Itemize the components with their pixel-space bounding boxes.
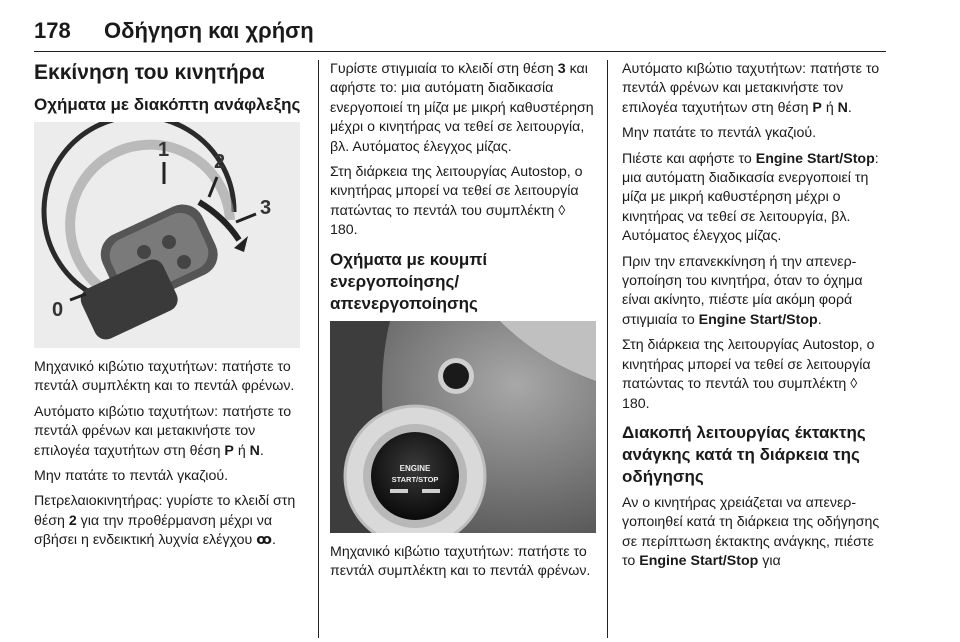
text: για [758, 553, 781, 570]
subsection-heading: Οχήματα με διακόπτη ανάφλεξης [34, 95, 301, 114]
column-divider [318, 60, 319, 638]
text: και αφήστε το: μια αυτόματη διαδικασία ενεργοποιεί τη μίζα με μικρή καθυστέρηση μέχρι ο κινητήρας να τεθεί σε λειτουργία, βλ. Αυτόματος έλεγχος μίζας. [330, 61, 594, 155]
key-position: 3 [557, 61, 566, 77]
page-header [34, 14, 886, 52]
text: Πριν την επανεκκίνηση ή την απενεργοποίηση του κινητήρα, όταν το όχημα είναι ακίνητο, πιέστε μία ακόμη φορά στιγμιαία το [622, 253, 863, 328]
subsection-heading: Οχήματα με κουμπί ενεργοποίησης/ απενεργοποίησης [330, 249, 488, 313]
figure-label: 2 [214, 151, 226, 173]
paragraph: Μην πατάτε το πεντάλ γκαζιού. [622, 125, 817, 142]
paragraph: Στη διάρκεια της λειτουργίας Autostop, ο κινητήρας μπορεί να τεθεί σε λειτουργία πατώντας το πεντάλ του συμπλέκτη ◊ 180. [330, 164, 583, 239]
paragraph [34, 403, 306, 461]
ignition-switch-figure [34, 122, 300, 348]
paragraph [622, 60, 888, 118]
gear-position: N [837, 99, 848, 116]
text: . [259, 442, 264, 459]
text: Πιέστε και αφήστε το [622, 150, 756, 167]
subsection-heading: Διακοπή λειτουργίας έκτακτης ανάγκης κατά τη διάρκεια της οδήγησης [622, 422, 866, 486]
paragraph [622, 494, 888, 572]
text: ή [821, 99, 838, 116]
text: ή [233, 442, 250, 459]
paragraph: Στη διάρκεια της λειτουργίας Autostop, ο κινητήρας μπορεί να τεθεί σε λειτουργία πατώντας το πεντάλ του συμπλέκτη ◊ 180. [622, 337, 875, 412]
figure-label: 0 [52, 299, 64, 321]
column-divider [607, 60, 608, 638]
column-1 [34, 60, 306, 632]
text: . [817, 311, 822, 328]
control-name: Engine Start/Stop [639, 553, 759, 570]
text: : μια αυτόματη διαδικασία ενεργοποιεί τη μίζα με μικρή καθυστέρηση μέχρι ο κινητήρας να τεθεί σε λειτουργία, βλ. Αυτόματος έλεγχος μίζας. [622, 150, 879, 245]
control-name: Engine Start/Stop [755, 150, 875, 167]
paragraph [622, 253, 888, 331]
button-label-line2: START/STOP [391, 474, 439, 484]
column-3 [622, 60, 888, 632]
text: Αυτόματο κιβώτιο ταχυτήτων: πατήστε το πεντάλ φρένων και μετακινήστε τον επιλογέα ταχυτήτων στη θέση [622, 61, 880, 116]
column-2 [330, 60, 596, 632]
text: . [271, 532, 276, 549]
figure-label: 1 [158, 139, 170, 161]
gear-position: P [812, 99, 822, 116]
text: Αυτόματο κιβώτιο ταχυτήτων: πατήστε το πεντάλ φρένων και μετακινήστε τον επιλογέα ταχυτήτων στη θέση [34, 403, 292, 459]
button-label-line1: ENGINE [399, 463, 431, 473]
page-title: Οδήγηση και χρήση [104, 18, 314, 43]
paragraph: Μηχανικό κιβώτιο ταχυτήτων: πατήστε το πεντάλ συμπλέκτη και το πεντάλ φρένων. [330, 543, 591, 580]
paragraph: Μηχανικό κιβώτιο ταχυτήτων: πατήστε το πεντάλ συμπλέκτη και το πεντάλ φρένων. [34, 359, 295, 395]
paragraph: Μην πατάτε το πεντάλ γκαζιού. [34, 468, 229, 485]
text: Αν ο κινητήρας χρειάζεται να απενεργοποιηθεί κατά τη διάρκεια της οδήγησης σε περίπτωση έκτακτης ανάγκης, πιέστε το [622, 494, 880, 570]
text: για την προθέρμανση μέχρι να σβήσει η ενδεικτική λυχνία ελέγχου [34, 512, 273, 549]
key-position: 2 [68, 512, 77, 529]
paragraph [34, 492, 306, 550]
section-heading: Εκκίνηση του κινητήρα [34, 61, 265, 84]
page-number: 178 [34, 18, 71, 43]
glow-plug-icon: ꝏ [256, 532, 272, 549]
text: Πετρελαιοκινητήρας: γυρίστε το κλειδί στη θέση [34, 493, 296, 529]
header-rule [34, 51, 886, 52]
gear-position: P [224, 442, 234, 459]
paragraph [622, 150, 888, 247]
figure-label: 3 [260, 197, 272, 219]
text: . [847, 99, 852, 116]
text: Γυρίστε στιγμιαία το κλειδί στη θέση [330, 61, 558, 77]
paragraph [330, 60, 596, 157]
start-stop-button-figure [330, 321, 596, 533]
gear-position: N [249, 442, 260, 459]
control-name: Engine Start/Stop [698, 311, 818, 328]
